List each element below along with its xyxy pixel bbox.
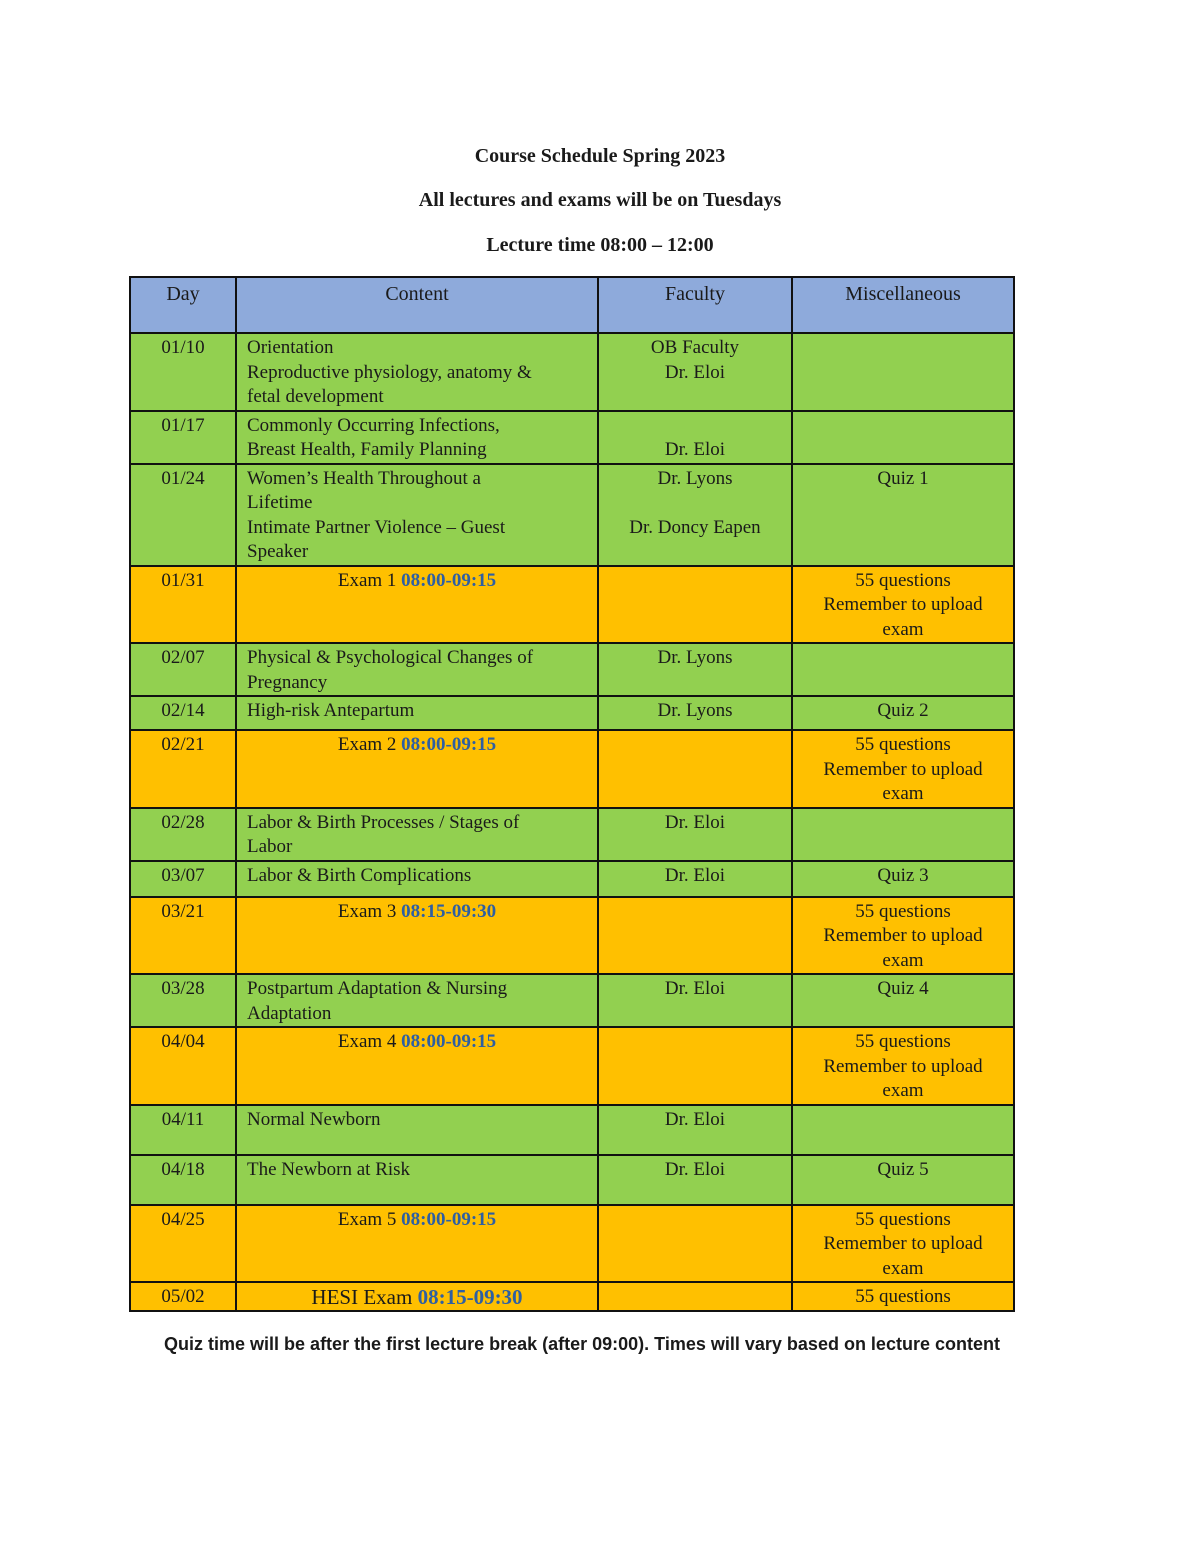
day-cell [130,411,236,464]
day-cell [130,464,236,566]
content-cell [236,1027,598,1105]
content-cell [236,861,598,897]
content-line: Physical & Psychological Changes of [247,647,534,668]
table-row [130,643,1014,696]
exam-time: 08:00-09:15 [401,1031,497,1052]
faculty-cell [598,643,792,696]
column-header-faculty: Faculty [598,277,792,333]
day-text: 03/28 [161,978,205,999]
table-row [130,861,1014,897]
content-cell [236,333,598,411]
faculty-cell [598,1027,792,1105]
misc-line: exam [882,783,924,804]
faculty-cell [598,696,792,730]
misc-cell [792,974,1014,1027]
content-line: The Newborn at Risk [247,1158,411,1180]
faculty-name: Dr. Lyons [657,700,733,721]
exam-time: 08:15-09:30 [401,900,497,922]
misc-line: Remember to upload [823,1233,983,1254]
faculty-name: Dr. Eloi [664,439,726,460]
faculty-name: Dr. Eloi [664,1108,726,1130]
table-row [130,1105,1014,1155]
day-text: 04/04 [161,1031,205,1052]
day-cell [130,730,236,808]
faculty-name: OB Faculty [650,337,740,358]
faculty-cell [598,1282,792,1311]
content-cell [236,1155,598,1205]
day-text: 03/21 [161,900,205,922]
misc-line: exam [882,618,924,640]
table-header-row [130,277,1014,333]
misc-cell [792,333,1014,411]
faculty-name: Dr. Eloi [664,361,726,383]
faculty-name: Dr. Lyons [657,647,733,668]
exam-label: Exam 3 [337,900,397,922]
content-cell [236,566,598,644]
misc-cell [792,696,1014,730]
day-cell [130,974,236,1027]
day-text: 04/18 [161,1158,205,1180]
faculty-cell [598,808,792,861]
day-cell [130,861,236,897]
faculty-cell [598,1155,792,1205]
content-cell [236,897,598,975]
content-line: Reproductive physiology, anatomy & [247,361,532,383]
misc-line: Remember to upload [823,594,983,615]
day-cell [130,1205,236,1283]
misc-line: Quiz 2 [877,700,929,721]
content-cell [236,1282,598,1311]
day-text: 03/07 [161,864,205,886]
faculty-cell [598,464,792,566]
exam-label: HESI Exam [311,1285,413,1309]
misc-cell [792,643,1014,696]
misc-line: Quiz 4 [877,978,929,999]
faculty-name [609,491,781,516]
misc-cell [792,411,1014,464]
content-cell [236,730,598,808]
day-text: 01/31 [161,569,205,591]
day-text: 02/21 [161,734,205,755]
table-row [130,808,1014,861]
day-text: 05/02 [161,1286,205,1307]
day-text: 02/14 [161,700,205,721]
table-row [130,1155,1014,1205]
misc-cell [792,1155,1014,1205]
misc-line: 55 questions [855,569,951,591]
table-row [130,464,1014,566]
content-cell [236,464,598,566]
misc-line: 55 questions [855,1208,951,1230]
content-line: Postpartum Adaptation & Nursing [247,978,508,999]
content-line: Adaptation [247,1002,332,1024]
exam-row [130,1282,1014,1311]
content-line: Lifetime [247,492,313,513]
exam-time: 08:00-09:15 [401,1208,497,1230]
content-line: Speaker [247,541,309,562]
content-line: Commonly Occurring Infections, [247,414,500,436]
misc-line: Remember to upload [823,925,983,946]
schedule-table [129,276,1015,1312]
content-line: Labor & Birth Complications [247,864,472,886]
content-line: Women’s Health Throughout a [247,467,481,489]
day-text: 04/25 [161,1208,205,1230]
table-row [130,333,1014,411]
page-subtitle: All lectures and exams will be on Tuesdays [418,189,782,211]
page-title: Course Schedule Spring 2023 [474,145,726,167]
exam-label: Exam 4 [337,1031,397,1052]
content-line: Labor & Birth Processes / Stages of [247,811,520,833]
misc-cell [792,1105,1014,1155]
day-cell [130,333,236,411]
exam-time: 08:00-09:15 [401,734,497,755]
misc-cell [792,1205,1014,1283]
misc-line: exam [882,1257,924,1279]
misc-cell [792,1282,1014,1311]
content-line: High-risk Antepartum [247,700,415,721]
content-line: fetal development [247,386,384,407]
exam-row [130,1205,1014,1283]
misc-line: Quiz 1 [877,467,929,489]
faculty-name: Dr. Eloi [664,978,726,999]
misc-line: 55 questions [855,900,951,922]
misc-line: 55 questions [855,1286,951,1307]
day-text: 01/24 [161,467,205,489]
faculty-name [609,414,781,439]
day-text: 02/28 [161,811,205,833]
faculty-cell [598,861,792,897]
day-cell [130,897,236,975]
day-text: 02/07 [161,647,205,668]
faculty-name: Dr. Eloi [664,1158,726,1180]
misc-line: Quiz 5 [877,1158,929,1180]
exam-row [130,566,1014,644]
column-header-misc: Miscellaneous [792,277,1014,333]
content-line: Normal Newborn [247,1108,381,1130]
exam-row [130,1027,1014,1105]
column-header-day: Day [130,277,236,333]
exam-label: Exam 5 [337,1208,397,1230]
table-row [130,696,1014,730]
day-cell [130,566,236,644]
misc-line: Quiz 3 [877,864,929,886]
content-cell [236,1205,598,1283]
day-cell [130,808,236,861]
content-cell [236,808,598,861]
day-cell [130,696,236,730]
misc-cell [792,464,1014,566]
footer-note: Quiz time will be after the first lecture break (after 09:00). Times will vary based on lecture content [164,1334,1000,1354]
day-cell [130,1282,236,1311]
misc-line: 55 questions [855,734,951,755]
day-text: 04/11 [161,1108,205,1130]
day-text: 01/10 [161,337,205,358]
misc-cell [792,808,1014,861]
exam-time: 08:00-09:15 [401,569,497,591]
table-row [130,974,1014,1027]
faculty-name: Dr. Lyons [657,467,733,489]
table-row [130,411,1014,464]
faculty-cell [598,974,792,1027]
content-cell [236,411,598,464]
content-cell [236,643,598,696]
day-cell [130,1105,236,1155]
content-line: Breast Health, Family Planning [247,439,487,460]
faculty-cell [598,333,792,411]
content-cell [236,1105,598,1155]
content-line: Pregnancy [247,671,328,693]
column-header-content: Content [236,277,598,333]
day-cell [130,643,236,696]
lecture-time: Lecture time 08:00 – 12:00 [486,234,714,256]
content-line: Labor [247,836,293,857]
exam-time: 08:15-09:30 [417,1285,523,1309]
content-cell [236,696,598,730]
misc-line: 55 questions [855,1031,951,1052]
day-text: 01/17 [161,414,205,436]
misc-cell [792,861,1014,897]
faculty-cell [598,897,792,975]
faculty-cell [598,411,792,464]
content-cell [236,974,598,1027]
misc-line: exam [882,949,924,971]
misc-line: Remember to upload [823,1055,983,1077]
faculty-name: Dr. Doncy Eapen [629,516,761,538]
day-cell [130,1027,236,1105]
faculty-cell [598,730,792,808]
misc-cell [792,730,1014,808]
faculty-cell [598,1105,792,1155]
faculty-name: Dr. Eloi [664,864,726,886]
exam-row [130,897,1014,975]
content-line: Intimate Partner Violence – Guest [247,516,506,538]
exam-label: Exam 2 [337,734,397,755]
misc-line: Remember to upload [823,758,983,780]
misc-cell [792,1027,1014,1105]
misc-line: exam [882,1080,924,1101]
exam-label: Exam 1 [337,569,397,591]
day-cell [130,1155,236,1205]
faculty-cell [598,566,792,644]
misc-cell [792,897,1014,975]
faculty-name: Dr. Eloi [664,811,726,833]
faculty-cell [598,1205,792,1283]
content-line: Orientation [247,337,334,358]
misc-cell [792,566,1014,644]
exam-row [130,730,1014,808]
